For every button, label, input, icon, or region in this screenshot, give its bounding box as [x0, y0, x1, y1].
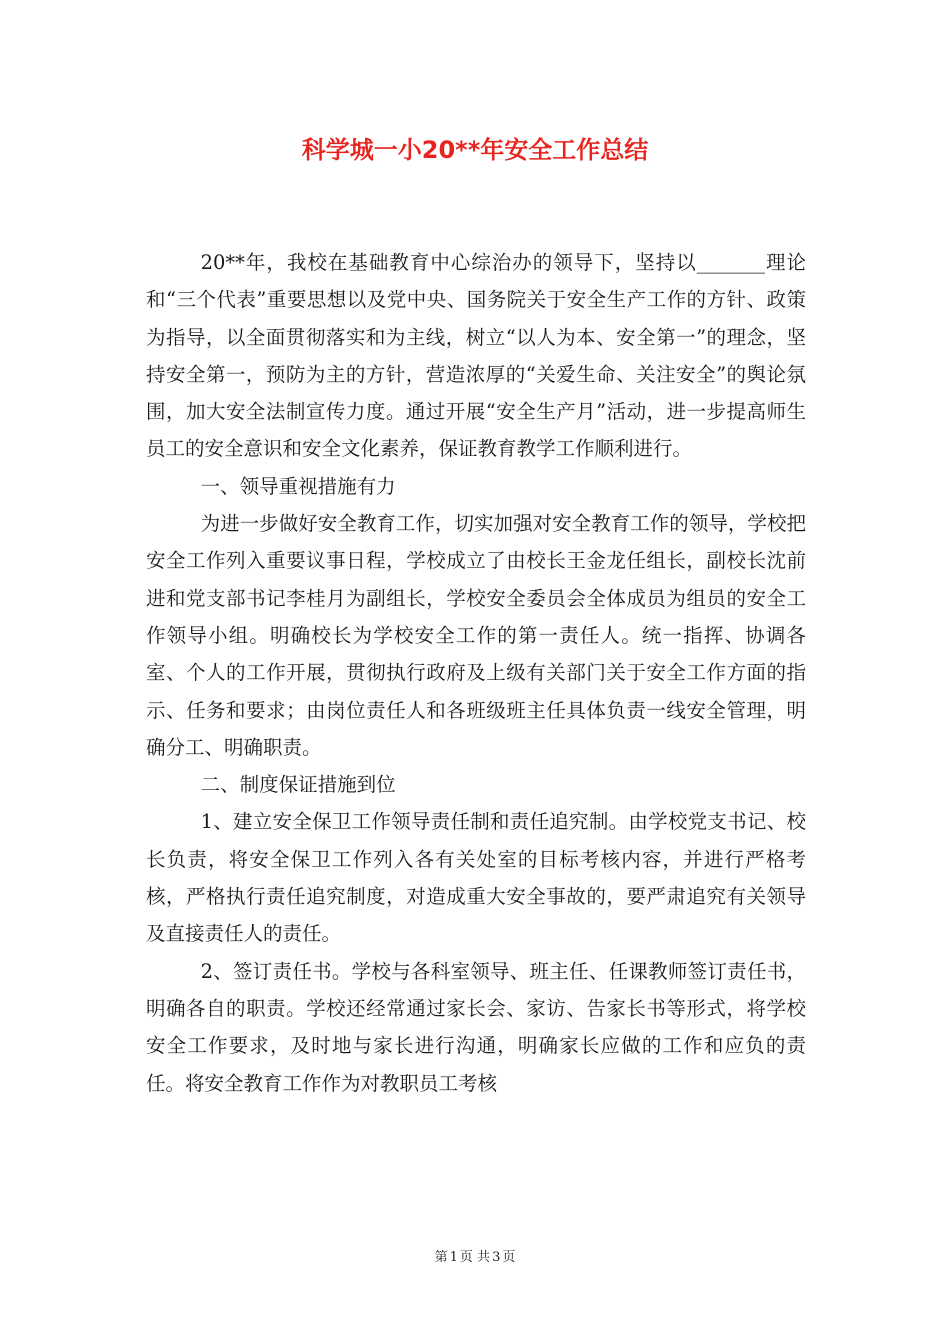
document-body [146, 244, 806, 1102]
paragraph-intro: 20**年，我校在基础教育中心综治办的领导下，坚持以_______理论和“三个代表”重要思想以及党中央、国务院关于安全生产工作的方针、政策为指导，以全面贯彻落实和为主线，树立“以人为本、安全第一”的理念，坚持安全第一，预防为主的方针，营造浓厚的“关爱生命、关注安全”的舆论氛围，加大安全法制宣传力度。通过开展“安全生产月”活动，进一步提高师生员工的安全意识和安全文化素养，保证教育教学工作顺利进行。 [146, 251, 806, 461]
page-footer [0, 1246, 950, 1265]
paragraph-leadership: 为进一步做好安全教育工作，切实加强对安全教育工作的领导，学校把安全工作列入重要议事日程，学校成立了由校长王金龙任组长，副校长沈前进和党支部书记李桂月为副组长，学校安全委员会全体成员为组员的安全工作领导小组。明确校长为学校安全工作的第一责任人。统一指挥、协调各室、个人的工作开展，贯彻执行政府及上级有关部门关于安全工作方面的指示、任务和要求；由岗位责任人和各班级班主任具体负责一线安全管理，明确分工、明确职责。 [146, 512, 806, 759]
footer-current-page: 1 [449, 1250, 458, 1265]
paragraph-item-1: 1、建立安全保卫工作领导责任制和责任追究制。由学校党支书记、校长负责，将安全保卫工作列入各有关处室的目标考核内容，并进行严格考核，严格执行责任追究制度，对造成重大安全事故的，要严肃追究有关领导及直接责任人的责任。 [146, 810, 806, 946]
footer-middle: 页 共 [459, 1250, 491, 1265]
section-heading-system: 二、制度保证措施到位 [200, 773, 396, 797]
document-title: 科学城一小20**年安全工作总结 [301, 136, 649, 164]
paragraph-item-2: 2、签订责任书。学校与各科室领导、班主任、任课教师签订责任书，明确各自的职责。学校还经常通过家长会、家访、告家长书等形式，将学校安全工作要求，及时地与家长进行沟通，明确家长应做的工作和应负的责任。将安全教育工作作为对教职员工考核 [146, 959, 806, 1095]
footer-suffix: 页 [502, 1250, 516, 1265]
footer-total-pages: 3 [492, 1250, 501, 1265]
footer-prefix: 第 [434, 1250, 448, 1265]
section-heading-leadership: 一、领导重视措施有力 [200, 474, 396, 498]
